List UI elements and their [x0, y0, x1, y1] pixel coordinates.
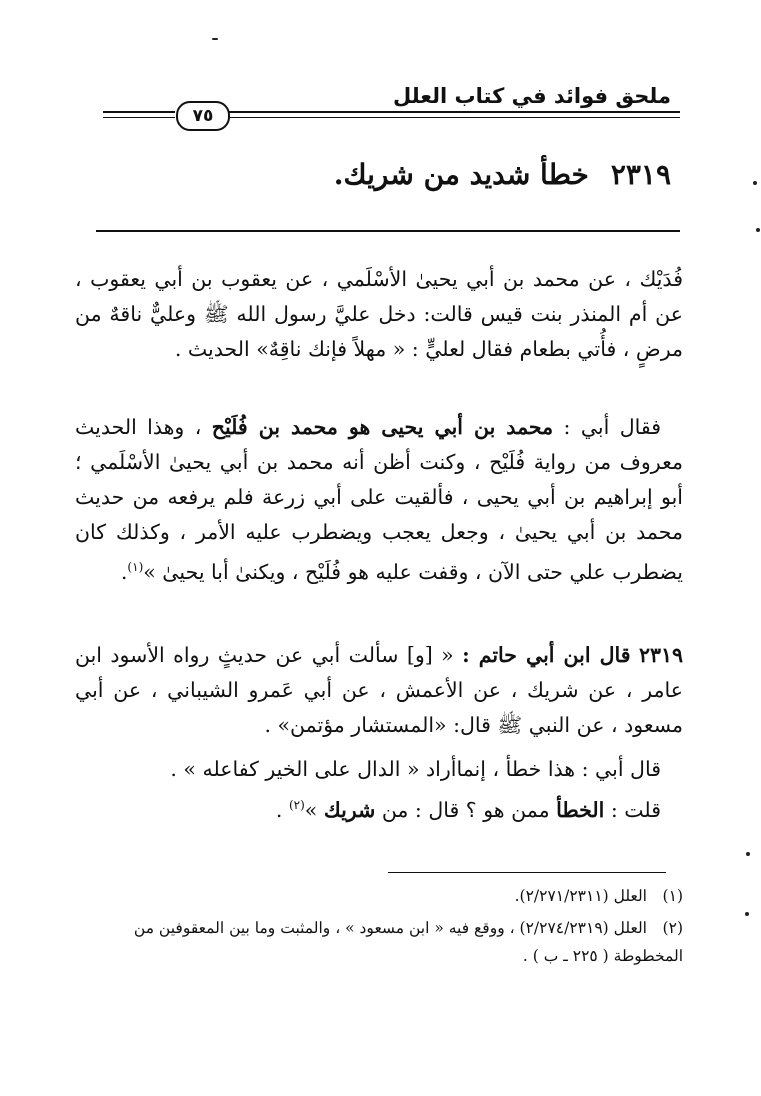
footnote-1	[75, 882, 683, 910]
paragraph-5-bold-1: الخطأ	[556, 797, 605, 822]
footnote-ref-2: (٢)	[288, 798, 305, 812]
footnote-2	[75, 914, 683, 970]
running-header-title: ملحق فوائد في كتاب العلل	[392, 84, 671, 108]
scan-speck	[212, 38, 218, 40]
section-heading-number: ٢٣١٩	[610, 158, 671, 191]
paragraph-5-tail: .	[275, 797, 289, 822]
footnote-1-text: العلل (٢/٢٧١/٢٣١١).	[514, 887, 647, 905]
scan-speck	[756, 228, 760, 232]
footnote-ref-1: (١)	[127, 560, 144, 574]
footnote-2-label: (٢)	[662, 919, 683, 937]
paragraph-2-end: .	[120, 559, 128, 584]
paragraph-5-end: »	[304, 797, 324, 822]
paragraph-5-start: قلت :	[604, 797, 661, 822]
paragraph-5	[75, 788, 683, 828]
header-rule-right-thin	[228, 117, 680, 118]
header-rule-left-thin	[103, 117, 175, 118]
section-heading	[111, 158, 671, 191]
footnote-2-text: العلل (٢/٢٧٤/٢٣١٩) ، ووقع فيه « ابن مسعود » ، والمثبت وما بين المعقوفين من المخطوطة ( ٢٢٥ ـ ب ) .	[133, 919, 683, 965]
paragraph-3-lead: قال ابن أبي حاتم :	[462, 643, 631, 667]
heading-divider	[96, 230, 680, 232]
paragraph-5-bold-2: شريك	[323, 797, 376, 822]
footnote-1-label: (١)	[662, 887, 683, 905]
page-number: ٧٥	[176, 101, 230, 131]
paragraph-5-mid: ممن هو ؟ قال : من	[375, 797, 557, 822]
footnote-separator	[388, 872, 666, 873]
scan-speck	[746, 852, 750, 856]
paragraph-3-rest: « [و] سألت أبي عن حديثٍ رواه الأسود ابن عامر ، عن شريك ، عن الأعمش ، عن أبي عَمرو الشيباني ، عن أبي مسعود ، عن النبي ﷺ قال: «المستشار مؤتمن» .	[75, 643, 683, 737]
paragraph-1: فُدَيْك ، عن محمد بن أبي يحيىٰ الأسْلَمي ، عن يعقوب بن أبي يعقوب ، عن أم المنذر بنت قيس قالت: دخل عليَّ رسول الله ﷺ وعليٌّ ناقهٌ من مرضٍ ، فأُتي بطعام فقال لعليٍّ : « مهلاً فإنك ناقِهٌ» الحديث .	[75, 267, 683, 361]
paragraph-2	[75, 410, 683, 590]
header-rule-left	[103, 111, 175, 113]
paragraph-3	[75, 638, 683, 743]
paragraph-2-bold: محمد بن أبي يحيى هو محمد بن فُلَيْح	[211, 415, 554, 439]
scan-speck	[745, 912, 749, 916]
paragraph-4: قال أبي : هذا خطأ ، إنماأراد « الدال على الخير كفاعله » .	[170, 757, 661, 781]
paragraph-2-rest: ، وهذا الحديث معروف من رواية فُلَيْح ، وكنت أظن أنه محمد بن أبي يحيىٰ الأسْلَمي ؛ أبو إبراهيم بن أبي يحيى ، فألقيت على أبي زرعة فلم يرفعه من حديث محمد بن أبي يحيىٰ ، وجعل يعجب ويضطرب عليه الأمر ، وكذلك كان يضطرب علي حتى الآن ، وقفت عليه هو فُلَيْح ، ويكنىٰ أبا يحيىٰ »	[75, 415, 683, 584]
paragraph-2-start: فقال أبي :	[553, 415, 661, 439]
scan-speck	[753, 181, 757, 185]
section-heading-text: خطأ شديد من شريك.	[333, 158, 589, 191]
header-rule-right	[228, 111, 680, 113]
paragraph-3-number: ٢٣١٩	[638, 643, 683, 667]
